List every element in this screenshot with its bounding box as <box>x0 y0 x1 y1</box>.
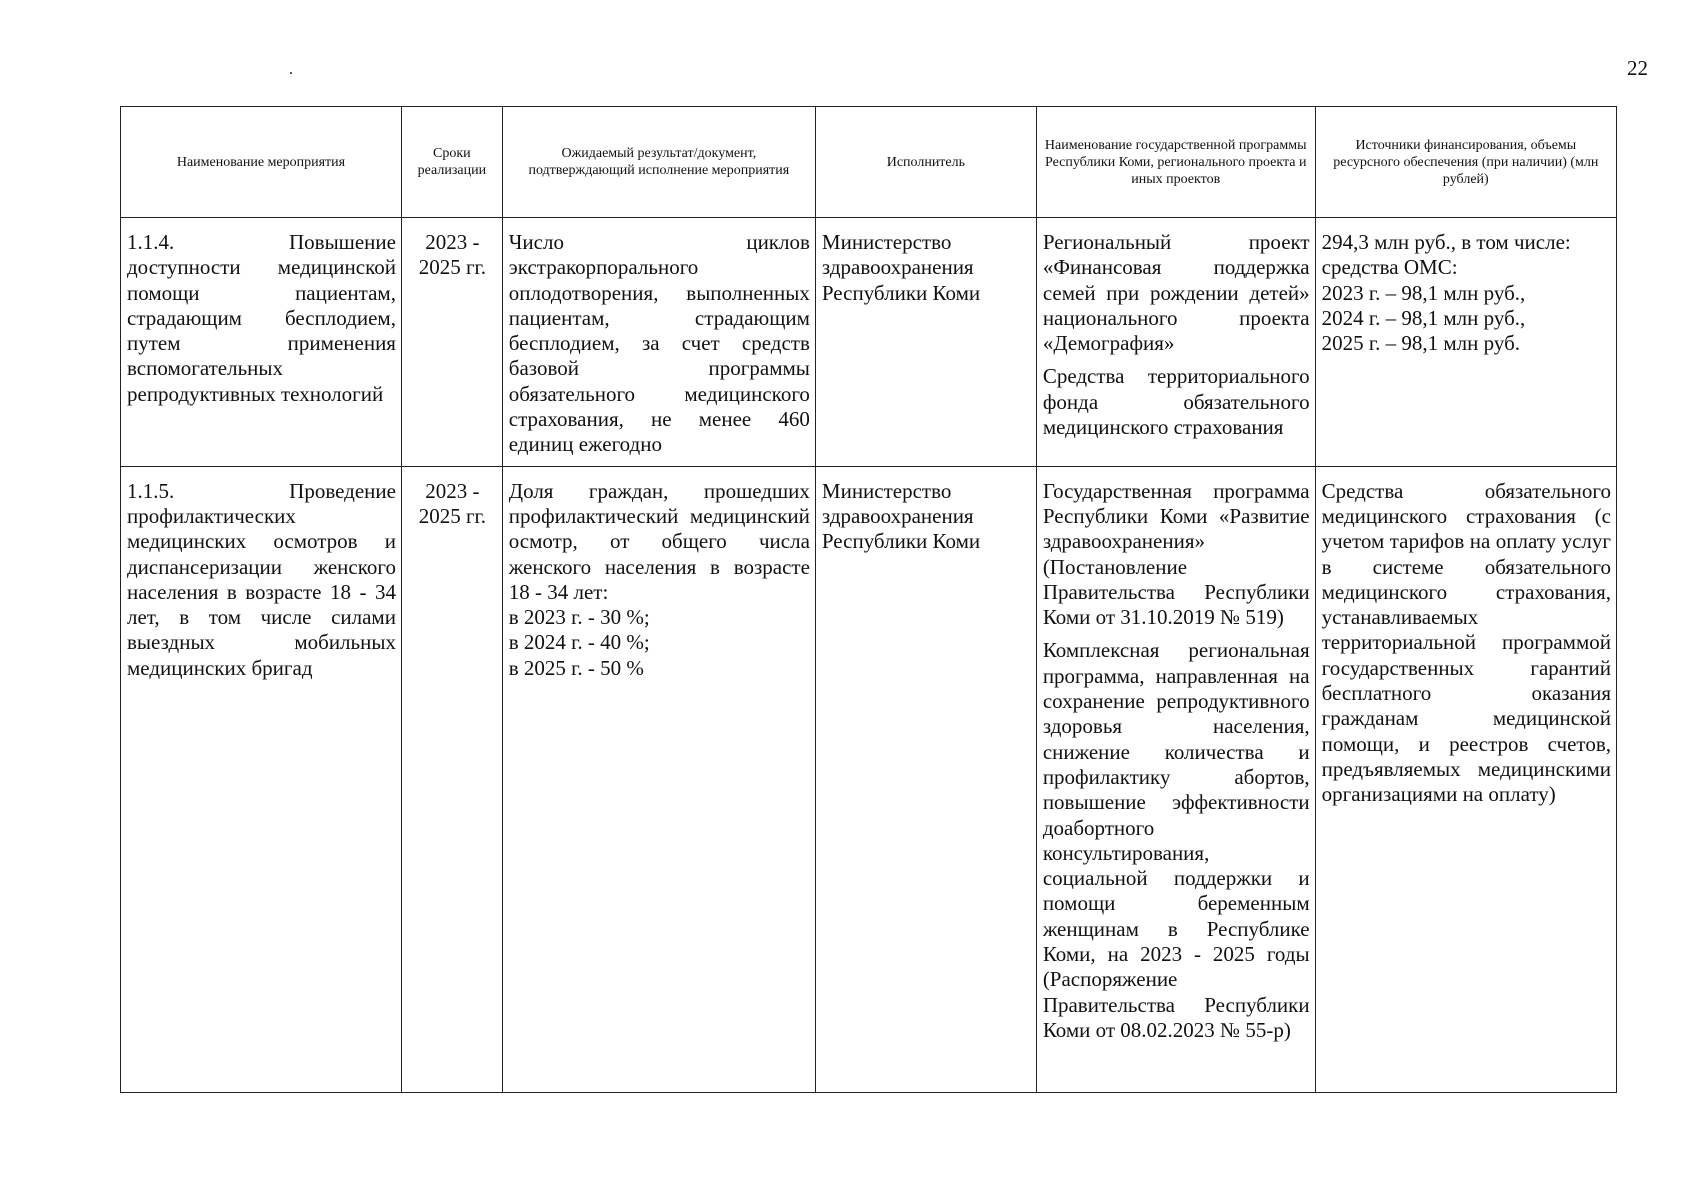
table-header-row <box>121 107 1617 218</box>
measures-table <box>120 106 1617 1093</box>
expected-result-year: в 2024 г. - 40 %; <box>508 630 650 655</box>
funding-source: средства ОМС: <box>1321 255 1458 280</box>
scan-artifact-dot <box>290 72 292 74</box>
program-text: Государственная программа Республики Коми «Развитие здравоохранения» (Постановление Правительства Республики Коми от 31.10.2019 № 519) <box>1042 478 1310 630</box>
page-number: 22 <box>1627 56 1648 80</box>
period-cell: 2023 - 2025 гг. <box>401 466 502 1092</box>
table-row <box>121 466 1617 1092</box>
program-text: Средства территориального фонда обязательного медицинского страхования <box>1042 364 1310 440</box>
expected-result-cell: Число циклов экстракорпорального оплодотворения, выполненных пациентам, страдающим бесплодием, за счет средств базовой программы обязательного медицинского страхования, не менее 460 единиц ежегодно <box>502 218 815 467</box>
header-expected-result: Ожидаемый результат/документ, подтверждающий исполнение мероприятия <box>502 107 815 218</box>
funding-cell: Средства обязательного медицинского страхования (с учетом тарифов на оплату услуг в системе обязательного медицинского страхования, устанавливаемых территориальной программой государственных гарантий бесплатного оказания гражданам медицинской помощи, и реестров счетов, предъявляемых медицинскими организациями на оплату) <box>1315 466 1616 1092</box>
program-text: Комплексная региональная программа, направленная на сохранение репродуктивного здоровья населения, снижение количества и профилактику абортов, повышение эффективности доабортного консультирования, социальной поддержки и помощи беременным женщинам в Республике Коми, на 2023 - 2025 годы (Распоряжение Правительства Республики Коми от 08.02.2023 № 55-р) <box>1042 638 1310 1042</box>
header-program: Наименование государственной программы Республики Коми, регионального проекта и иных проектов <box>1036 107 1315 218</box>
measure-name-cell: 1.1.5. Проведение профилактических медицинских осмотров и диспансеризации женского населения в возрасте 18 - 34 лет, в том числе силами выездных мобильных медицинских бригад <box>121 466 402 1092</box>
funding-year: 2025 г. – 98,1 млн руб. <box>1321 331 1521 356</box>
measure-name-cell: 1.1.4. Повышение доступности медицинской помощи пациентам, страдающим бесплодием, путем применения вспомогательных репродуктивных технологий <box>121 218 402 467</box>
funding-total: 294,3 млн руб., в том числе: <box>1321 230 1571 254</box>
expected-result-year: в 2025 г. - 50 % <box>508 655 644 680</box>
funding-year: 2023 г. – 98,1 млн руб., <box>1321 280 1526 305</box>
executor-cell: Министерство здравоохранения Республики Коми <box>815 218 1036 467</box>
executor-cell: Министерство здравоохранения Республики Коми <box>815 466 1036 1092</box>
table-row <box>121 218 1617 467</box>
expected-result-cell <box>502 466 815 1092</box>
header-measure-name: Наименование мероприятия <box>121 107 402 218</box>
program-text: Региональный проект «Финансовая поддержка семей при рождении детей» национального проекта «Демография» <box>1042 230 1310 356</box>
funding-year: 2024 г. – 98,1 млн руб., <box>1321 305 1526 330</box>
program-cell <box>1036 466 1315 1092</box>
expected-result-intro: Доля граждан, прошедших профилактический медицинский осмотр, от общего числа женского населения в возрасте 18 - 34 лет: <box>508 478 810 604</box>
header-period: Сроки реализации <box>401 107 502 218</box>
header-executor: Исполнитель <box>815 107 1036 218</box>
funding-cell <box>1315 218 1616 467</box>
period-cell: 2023 - 2025 гг. <box>401 218 502 467</box>
program-cell <box>1036 218 1315 467</box>
header-funding: Источники финансирования, объемы ресурсного обеспечения (при наличии) (млн рублей) <box>1315 107 1616 218</box>
expected-result-year: в 2023 г. - 30 %; <box>508 605 650 630</box>
